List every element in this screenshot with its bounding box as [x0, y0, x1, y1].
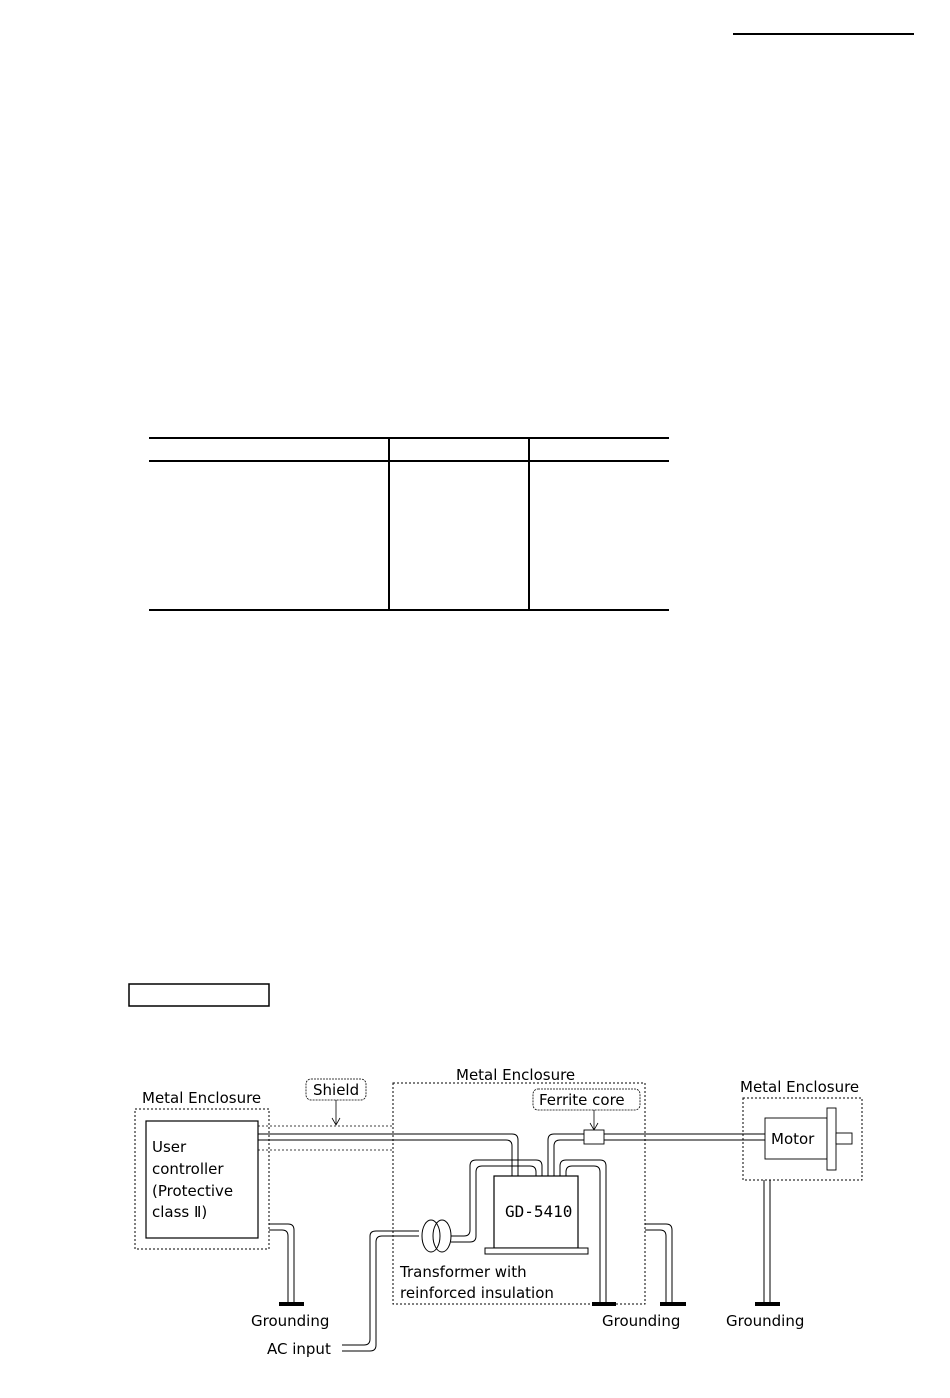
center-enclosure-label: Metal Enclosure	[456, 1066, 576, 1084]
ferrite-core	[584, 1130, 604, 1144]
left-enclosure-label: Metal Enclosure	[142, 1089, 262, 1107]
ferrite-core-label: Ferrite core	[539, 1091, 625, 1109]
user-controller-label-line-2: controller	[152, 1160, 224, 1178]
user-controller-label-line-3: (Protective	[152, 1182, 234, 1200]
grounding-center-label: Grounding	[602, 1312, 681, 1330]
motor-shaft	[836, 1133, 852, 1144]
motor-flange	[827, 1108, 836, 1170]
motor-label: Motor	[771, 1130, 815, 1148]
empty-table	[149, 438, 669, 610]
figure-caption-box	[129, 984, 269, 1006]
gd-5410-base	[485, 1248, 588, 1254]
user-controller-label-line-4: class Ⅱ)	[152, 1203, 208, 1221]
ac-input-label: AC input	[267, 1340, 331, 1358]
grounding-left-label: Grounding	[251, 1312, 330, 1330]
transformer-label-line-1: Transformer with	[400, 1263, 527, 1281]
transformer-coil-1	[422, 1220, 440, 1252]
shield-label: Shield	[313, 1081, 360, 1099]
user-controller-label-line-1: User	[152, 1138, 187, 1156]
grounding-right-label: Grounding	[726, 1312, 805, 1330]
wiring-diagram	[135, 1066, 862, 1358]
gd-5410-label: GD-5410	[505, 1202, 573, 1221]
right-enclosure-label: Metal Enclosure	[740, 1078, 860, 1096]
transformer-label-line-2: reinforced insulation	[400, 1284, 554, 1302]
